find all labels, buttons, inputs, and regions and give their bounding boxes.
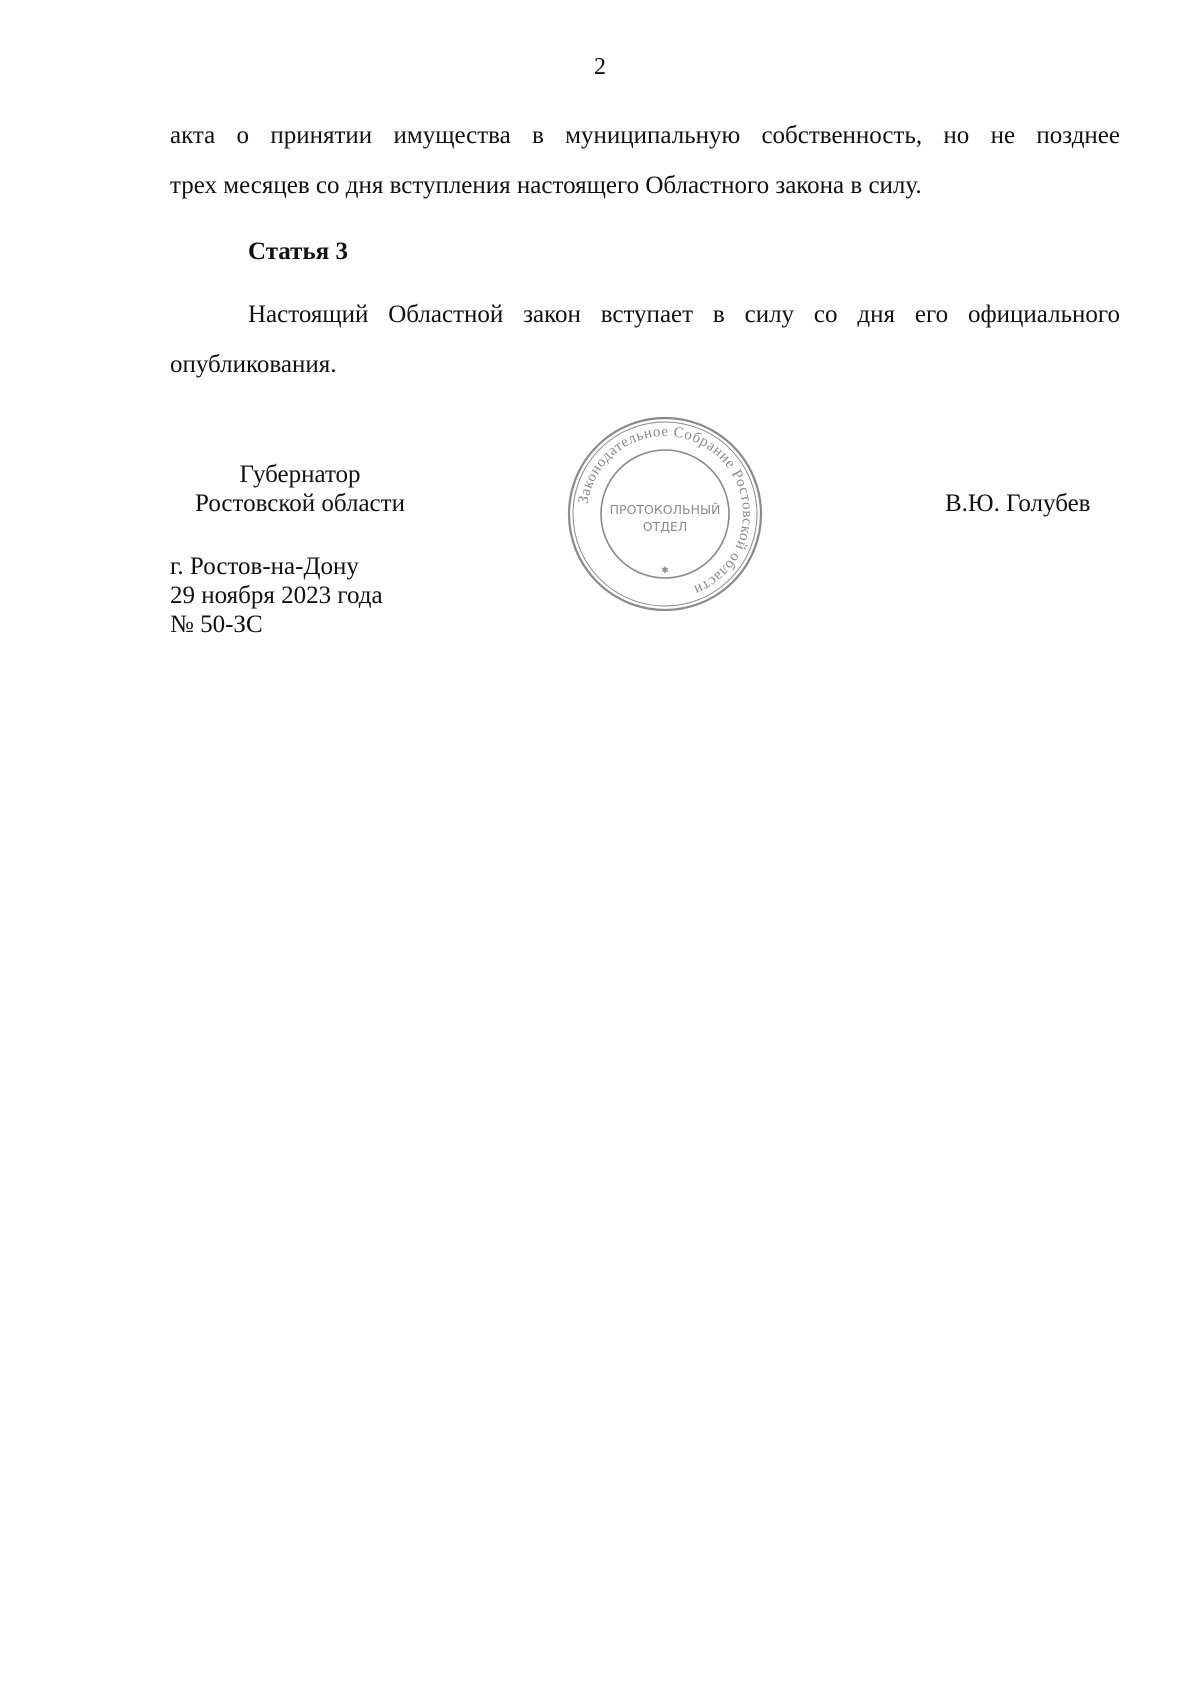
article-heading: Статья 3 (248, 238, 348, 265)
city: г. Ростов-на-Дону (170, 553, 359, 580)
stamp-center-line: ПРОТОКОЛЬНЫЙ (609, 502, 721, 517)
date: 29 ноября 2023 года (170, 582, 383, 609)
signer-name: В.Ю. Голубев (945, 490, 1091, 517)
stamp-star-icon: ✱ (661, 565, 669, 575)
law-number: № 50-ЗС (170, 611, 263, 638)
paragraph-line: трех месяцев со дня вступления настоящего Областного закона в силу. (170, 172, 922, 199)
signature-title (170, 460, 430, 518)
continued-paragraph (170, 111, 1120, 211)
official-stamp (565, 414, 765, 614)
page-number: 2 (594, 54, 606, 80)
article-paragraph (170, 290, 1120, 390)
signature-title-line: Губернатор (239, 461, 361, 488)
signature-title-line: Ростовской области (195, 490, 405, 517)
paragraph-line: акта о принятии имущества в муниципальную собственность, но не позднее (170, 122, 1120, 149)
paragraph-line: Настоящий Областной закон вступает в силу со дня его официального (248, 301, 1120, 328)
place-date-block (170, 552, 383, 639)
paragraph-line: опубликования. (170, 351, 337, 378)
stamp-ring-text: Законодательное Собрание Ростовской области (575, 423, 756, 598)
stamp-center-line: ОТДЕЛ (642, 519, 688, 534)
